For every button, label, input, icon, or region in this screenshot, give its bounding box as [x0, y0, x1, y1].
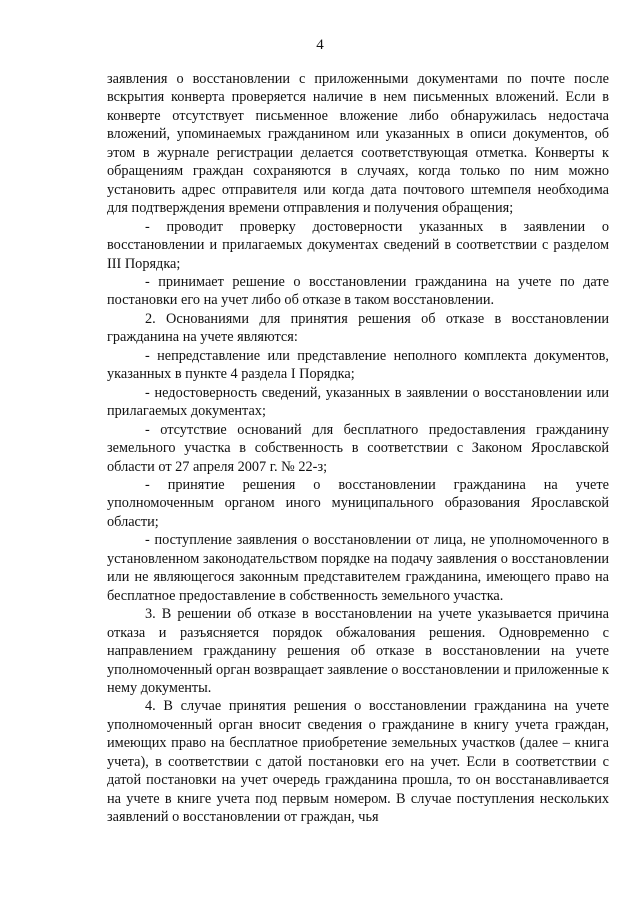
paragraph-decision-restore: - принимает решение о восстановлении гражданина на учете по дате постановки его на учет либо об отказе в таком восстановлении.: [107, 273, 609, 309]
paragraph-ground-incomplete-documents: - непредставление или представление неполного комплекта документов, указанных в пункте 4 раздела I Порядка;: [107, 347, 609, 383]
paragraph-ground-unauthorized-person: - поступление заявления о восстановлении от лица, не уполномоченного в установленном законодательством порядке на подачу заявления о восстановлении или не являющегося законным представителем гражданина, имеющего право на бесплатное предоставление в собственность земельного участка.: [107, 532, 609, 604]
paragraph-ground-other-municipality: - принятие решения о восстановлении гражданина на учете уполномоченным органом иного муниципального образования Ярославской области;: [107, 476, 609, 530]
paragraph-envelope-check: заявления о восстановлении с приложенными документами по почте после вскрытия конверта проверяется наличие в нем письменных вложений. Если в конверте отсутствует письменное вложение либо обнаружилась недостача вложений, упоминаемых гражданином или указанных в описи документов, об этом в журнале регистрации делается соответствующая отметка. Конверты к обращениям граждан сохраняются в случаях, когда только по ним можно установить адрес отправителя или когда дата почтового штемпеля необходима для подтверждения времени отправления и получения обращения;: [107, 71, 609, 217]
paragraph-verify-reliability: - проводит проверку достоверности указанных в заявлении о восстановлении и прилагаемых документах сведений в соответствии с разделом III Порядка;: [107, 218, 609, 272]
page-number: 4: [316, 37, 324, 53]
paragraph-ground-unreliable-info: - недостоверность сведений, указанных в заявлении о восстановлении или прилагаемых документах;: [107, 384, 609, 420]
paragraph-refusal-grounds-heading: 2. Основаниями для принятия решения об отказе в восстановлении гражданина на учете являются:: [107, 310, 609, 346]
document-body: [107, 70, 609, 827]
paragraph-restoration-record: 4. В случае принятия решения о восстановлении гражданина на учете уполномоченный орган вносит сведения о гражданине в книгу учета граждан, имеющих право на бесплатное приобретение земельных участков (далее – книга учета), в соответствии с датой постановки его на учет. Если в соответствии с датой постановки на учет очередь гражданина прошла, то он восстанавливается на учете в книге учета под первым номером. В случае поступления нескольких заявлений о восстановлении от граждан, чья: [107, 698, 609, 826]
paragraph-refusal-decision: 3. В решении об отказе в восстановлении на учете указывается причина отказа и разъясняется порядок обжалования решения. Одновременно с направлением гражданину решения об отказе в восстановлении на учете уполномоченный орган возвращает заявление о восстановлении и приложенные к нему документы.: [107, 606, 609, 696]
paragraph-ground-no-basis: - отсутствие оснований для бесплатного предоставления гражданину земельного участка в собственность в соответствии с Законом Ярославской области от 27 апреля 2007 г. № 22-з;: [107, 421, 609, 475]
